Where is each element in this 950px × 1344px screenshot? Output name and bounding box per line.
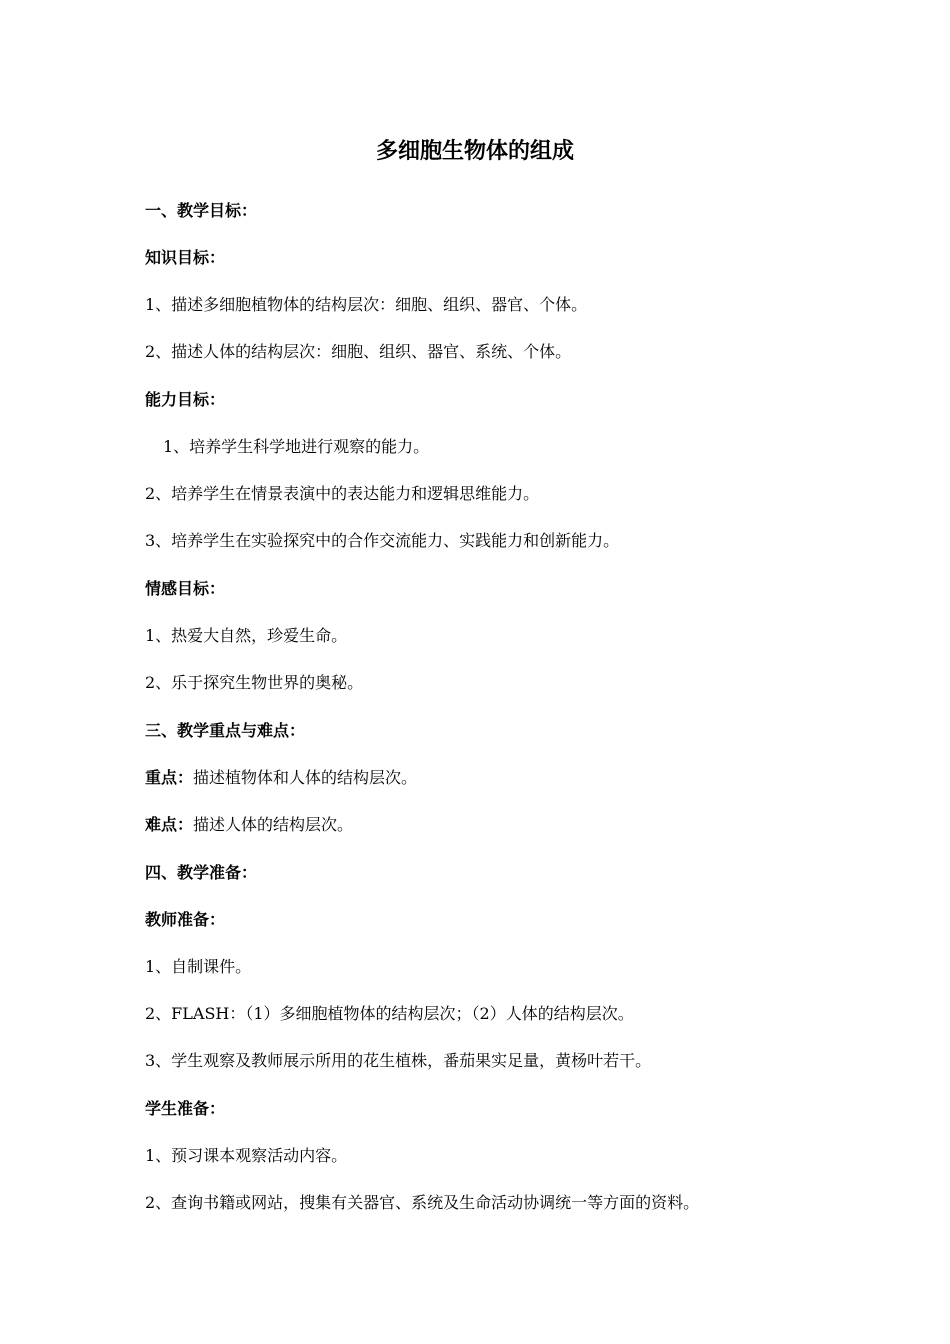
student-item: 2、查询书籍或网站，搜集有关器官、系统及生命活动协调统一等方面的资料。 (145, 1193, 700, 1212)
subheading-emotion: 情感目标： (145, 579, 226, 598)
ability-item: 3、培养学生在实验探究中的合作交流能力、实践能力和创新能力。 (145, 531, 620, 550)
key-point-text: 描述植物体和人体的结构层次。 (193, 768, 418, 787)
student-item: 1、预习课本观察活动内容。 (145, 1146, 348, 1165)
subheading-student: 学生准备： (145, 1099, 226, 1118)
knowledge-item: 2、描述人体的结构层次：细胞、组织、器官、系统、个体。 (145, 342, 572, 361)
subheading-ability: 能力目标： (145, 390, 226, 409)
knowledge-item: 1、描述多细胞植物体的结构层次：细胞、组织、器官、个体。 (145, 295, 588, 314)
teacher-item: 1、自制课件。 (145, 957, 252, 976)
ability-item: 2、培养学生在情景表演中的表达能力和逻辑思维能力。 (145, 484, 540, 503)
emotion-item: 1、热爱大自然，珍爱生命。 (145, 626, 348, 645)
difficulty-line (145, 813, 353, 837)
subheading-knowledge: 知识目标： (145, 248, 226, 267)
teacher-item: 3、学生观察及教师展示所用的花生植株，番茄果实足量，黄杨叶若干。 (145, 1051, 652, 1070)
subheading-teacher: 教师准备： (145, 910, 226, 929)
section-heading-key-points: 三、教学重点与难点： (145, 721, 306, 740)
difficulty-label: 难点： (145, 815, 194, 834)
ability-item: 1、培养学生科学地进行观察的能力。 (163, 437, 430, 456)
section-heading-preparation: 四、教学准备： (145, 863, 258, 882)
section-heading-objectives: 一、教学目标： (145, 201, 258, 220)
key-point-line (145, 766, 417, 790)
key-point-label: 重点： (145, 768, 194, 787)
difficulty-text: 描述人体的结构层次。 (193, 815, 354, 834)
emotion-item: 2、乐于探究生物世界的奥秘。 (145, 673, 364, 692)
document-title: 多细胞生物体的组成 (375, 139, 574, 164)
teacher-item: 2、FLASH：（1）多细胞植物体的结构层次；（2）人体的结构层次。 (145, 1004, 634, 1023)
